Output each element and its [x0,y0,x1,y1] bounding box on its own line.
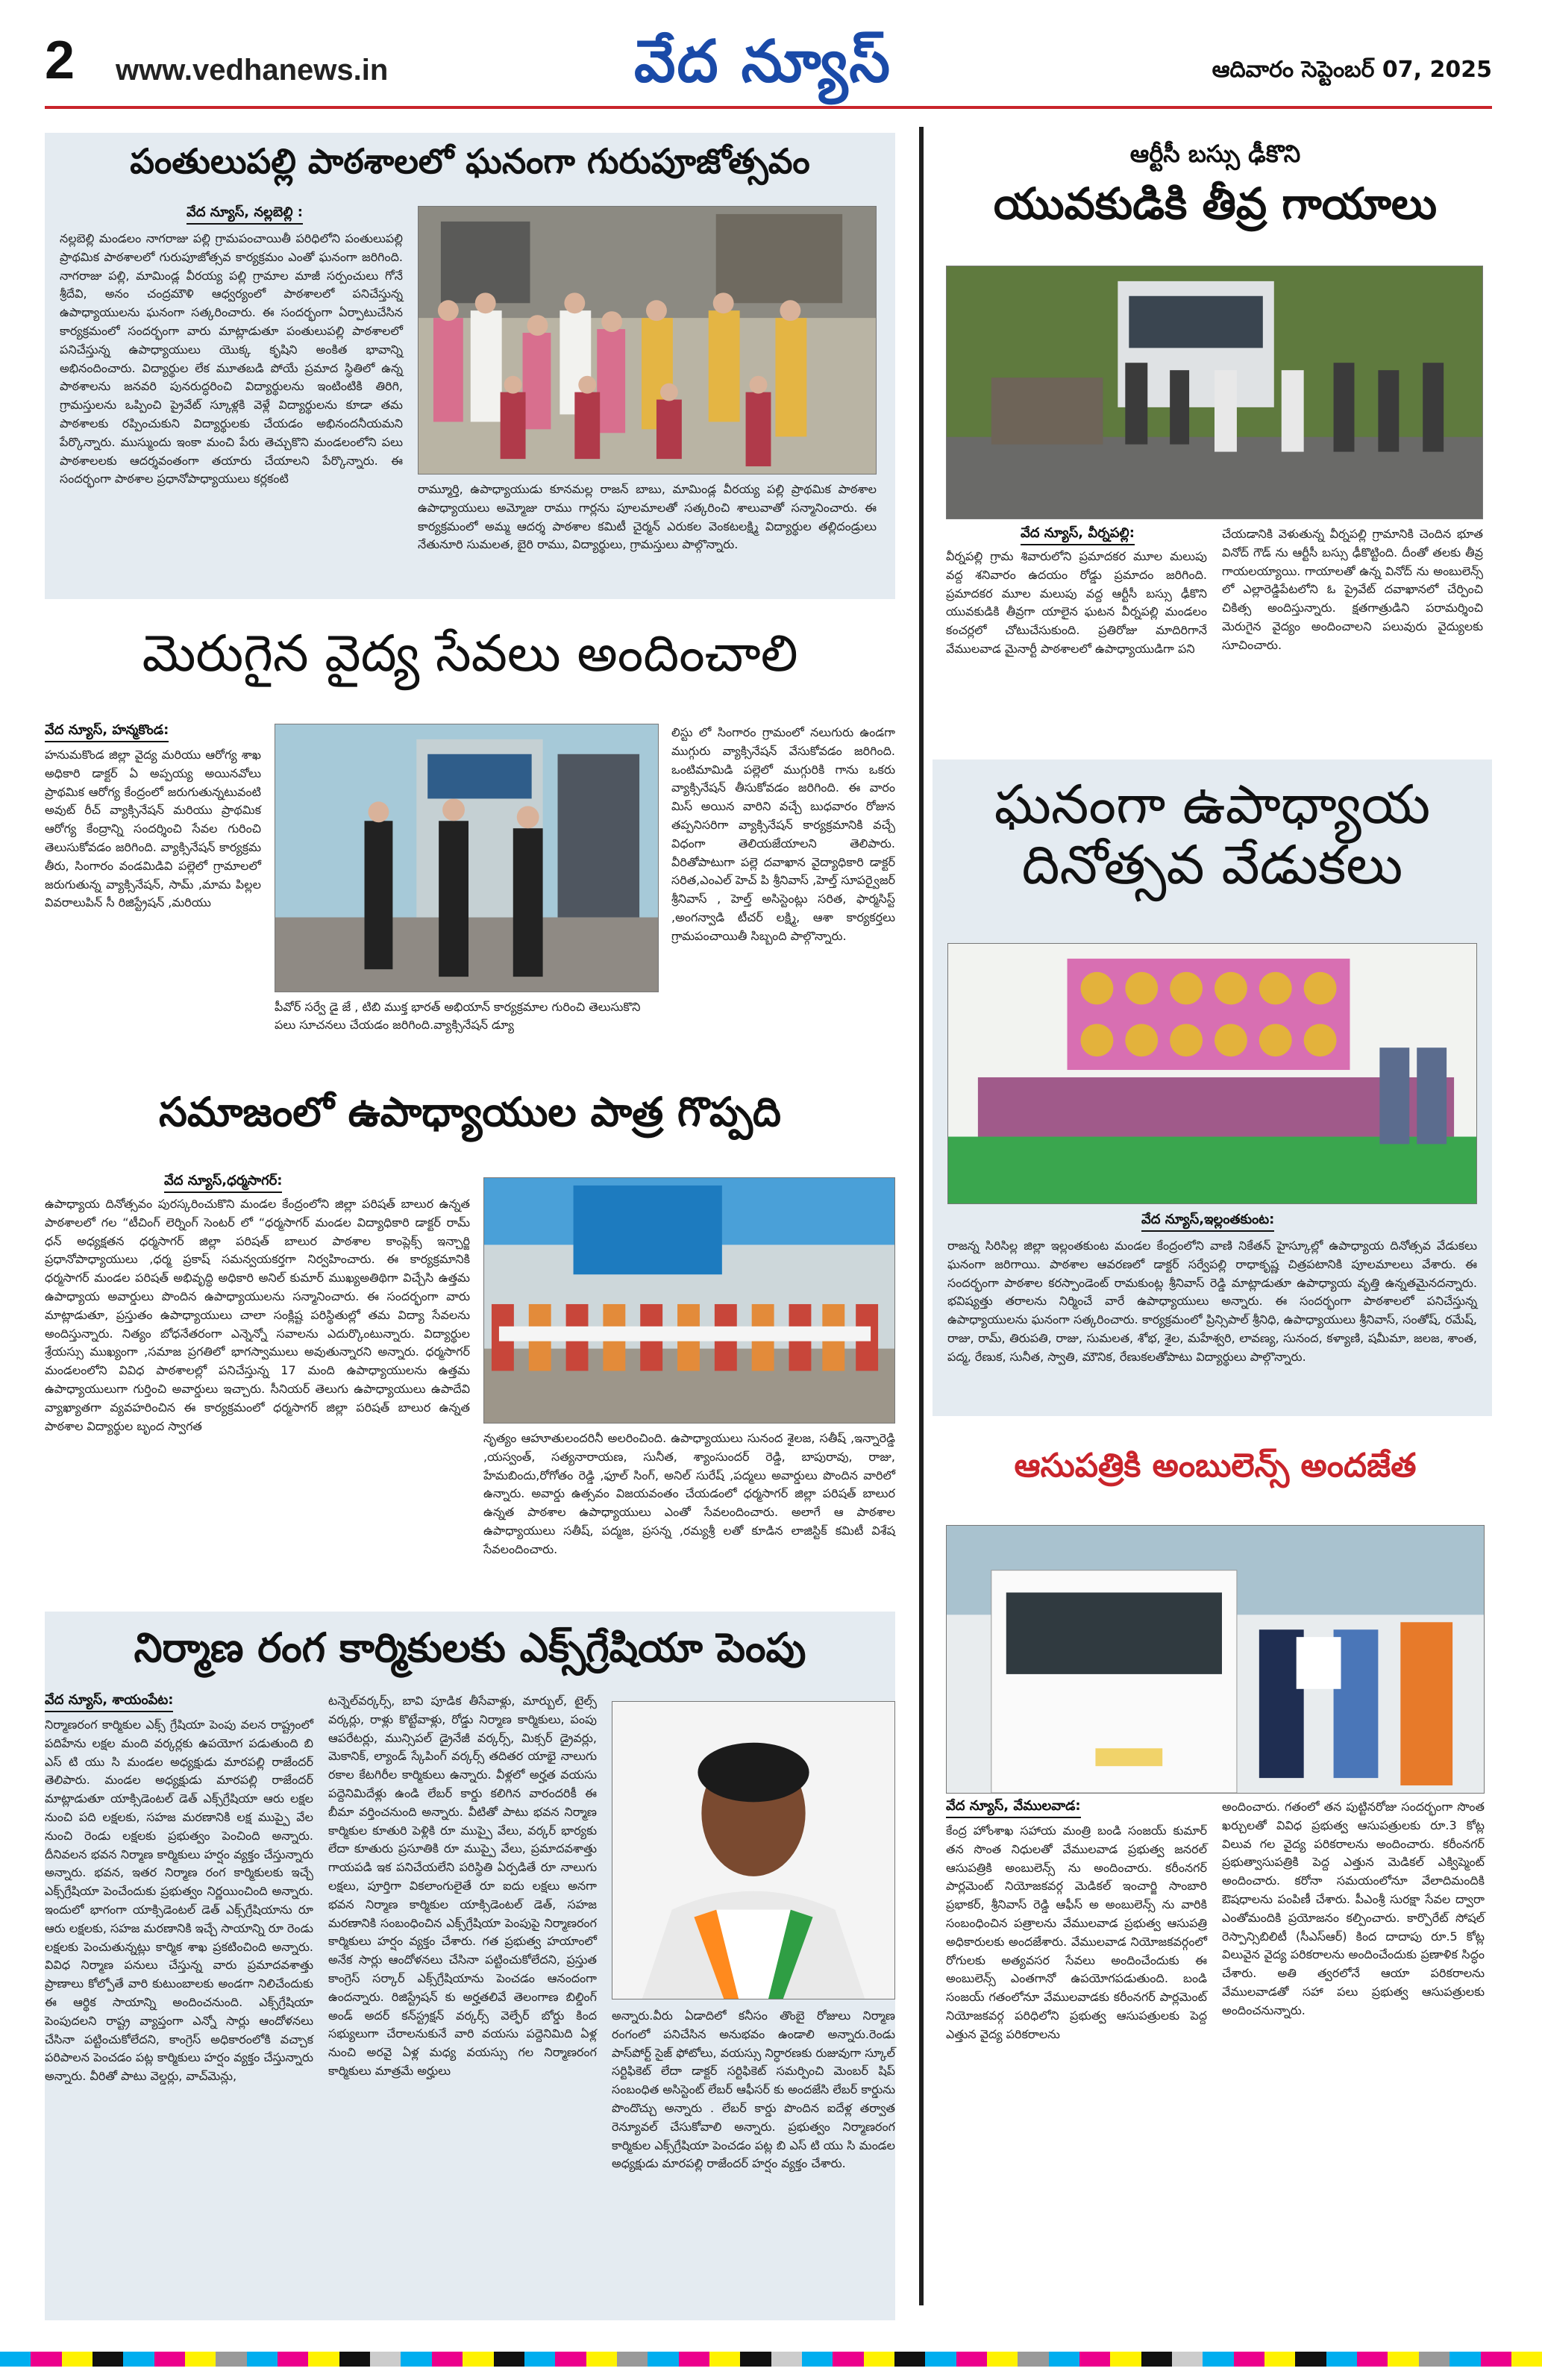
headline: నిర్మాణ రంగ కార్మికులకు ఎక్స్‌గ్రేషియా పెంపు [134,1624,806,1671]
color-swatch [0,2352,31,2367]
color-swatch [1511,2352,1542,2367]
award-photo [483,1177,895,1424]
color-swatch [370,2352,401,2367]
color-swatch [864,2352,894,2367]
color-swatch [401,2352,431,2367]
article-body-continued: అందించారు. గతంలో తన పుట్టినరోజు సందర్భంగా సొంత ఖర్చులతో వివిధ ప్రభుత్వ ఆసుపత్రులకు రూ.3 కోట్ల విలువ గల వైద్య పరికరాలను అందించారు. కరీంనగర్ ప్రభుత్వాసుపత్రికి పెద్ద ఎత్తున మెడికల్ ఎక్విప్మెంట్ అందించారు. కరోనా సమయంలోనూ వేలాదిమందికి ఔషధాలను పంపిణీ చేశారు. పీఎంశ్రీ సురక్షా సేవల ద్వారా ఎంతోమందికి ప్రయోజనం కల్పించారు. కార్పొరేట్ సోషల్ రెస్పాన్సిబిలిటీ (సీఎస్ఆర్) కింద దాదాపు రూ.5 కోట్ల విలువైన వైద్య పరికరాలను అందించేందుకు ప్రణాళిక సిద్ధం చేశారు. అతి త్వరలోనే ఆయా పరికరాలను వేములవాడతో సహా పలు ప్రభుత్వ ఆసుపత్రులకు అందించనున్నారు. [1222,1800,1485,2017]
color-swatch [894,2352,925,2367]
health-centre-photo [275,724,659,992]
celebration-photo [947,943,1477,1204]
color-swatch [1141,2352,1172,2367]
color-swatch [771,2352,802,2367]
color-swatch [494,2352,524,2367]
leader-portrait [612,1701,895,1999]
article-society-teachers [45,1059,895,1582]
accident-photo [946,266,1483,519]
article-body: రాజన్న సిరిసిల్ల జిల్లా ఇల్లంతకుంట మండల కేంద్రంలోని వాణి నికేతన్ హైస్కూల్లో ఉపాధ్యాయ దినోత్సవ వేడుకలు ఘనంగా జరిగాయి. పాఠశాల ఆవరణలో డాక్టర్ సర్వేపల్లి రాధాకృష్ణ చిత్రపటానికి పూలమాలలు వేశారు. ఈ సందర్భంగా పాఠశాల కరస్పాండెంట్ రామకుంట్ల శ్రీనివాస్ రెడ్డి మాట్లాడుతూ ఉపాధ్యాయ వృత్తి ఉన్నతమైనదన్నారు. భవిష్యత్తు తరాలను నిర్మించే వారే ఉపాధ్యాయులు అన్నారు. ఈ సందర్భంగా పాఠశాలలో పనిచేస్తున్న ఉపాధ్యాయులను ఘనంగా సత్కరించారు. కార్యక్రమంలో ప్రిన్సిపాల్ శ్రీనిధి, ఉపాధ్యాయులు శ్రీనివాస్, సంతోష్, రమేష్, రాజు, రామ్, తిరుపతి, రాజు, సుమలత, శోభ, శైల, మహేశ్వరి, లావణ్య, సునంద, కళ్యాణి, షమీమా, జలజ, శాంత, పద్మ, రేణుక, సునీత, స్వాతి, మౌనిక, రేణుకలతోపాటు విద్యార్థులు పాల్గొన్నారు. [947,1238,1477,1364]
article-body-continued: చేయడానికి వెళుతున్న వీర్నపల్లి గ్రామానికి చెందిన భూత వినోద్ గౌడ్ ను ఆర్టీసీ బస్సు ఢీకొట్టింది. దీంతో తలకు తీవ్ర గాయలయ్యాయి. గాయాలతో ఉన్న వినోద్ ను అంబులెన్స్ లో ఎల్లారెడ్డిపేటలోని ఓ ప్రైవేట్ దవాఖానలో చేర్పించి చికిత్స అందిస్తున్నారు. క్షతగాత్రుడిని పరామర్శించి మెరుగైన వైద్యం అందించాలని పలువురు వైద్యులకు సూచించారు. [1222,527,1483,652]
article-body-col2: టన్నెల్‌వర్కర్స్, బావి పూడిక తీసేవాళ్లు, మార్బుల్, టైల్స్ వర్కర్లు, రాళ్లు కొట్టేవాళ్లు, రోడ్డు నిర్మాణ కార్మికులు, పంపు ఆపరేటర్లు, మున్సిపల్ డ్రైనేజీ వర్కర్స్, మిక్సర్ డ్రైవర్లు, మెకానిక్, ల్యాండ్ స్కేపింగ్ వర్కర్స్ తదితర యాభై నాలుగు రకాల కేటగిరీల కార్మికులు ఉన్నారు. వీళ్లలో అర్హత వయసు పద్దెనిమిదేళ్లు ఉండి లేబర్ కార్డు కలిగిన వారందరికీ ఈ బీమా వర్తించనుంది అన్నారు. వీటితో పాటు భవన నిర్మాణ కార్మికుల కూతురి పెళ్లికి రూ ముప్పై వేలు, వర్కర్ భార్యకు లేదా కూతురు ప్రసూతికి రూ ముప్పై వేలు, ప్రమాదవశాత్తు గాయపడి ఇక పనిచేయలేని పరిస్థితి ఏర్పడితే రూ నాలుగు లక్షలు, పూర్తిగా వికలాంగులైతే రూ ఐదు లక్షలు అనగా భవన నిర్మాణ కార్మికుల యాక్సిడెంటల్ డెత్, సహజ మరణానికి సంబంధించిన ఎక్స్‌గ్రేషియా పెంపుపై నిర్మాణరంగ కార్మికులు హర్షం వ్యక్తం చేశారు. గత ప్రభుత్వ హయాంలో అనేక సార్లు ఆందోళనలు చేసినా పట్టించుకోలేదని, ప్రస్తుత కాంగ్రెస్ సర్కార్ ఎక్స్‌గ్రేషియాను పెంచడం ఆనందంగా ఉందన్నారు. రిజిస్ట్రేషన్ కు అర్హతలివే తెలంగాణ బిల్డింగ్ అండ్ అదర్ కన్‌స్ట్రక్షన్ వర్కర్స్ వెల్ఫేర్ బోర్డు కింద సభ్యులుగా చేరాలనుకునే వారి వయసు పద్దెనిమిది ఏళ్ల నుంచి అరవై ఏళ్ల మధ్య వయస్సు గల నిర్మాణరంగ కార్మికులు మాత్రమే అర్హులు [328,1694,597,2078]
dateline: వేద న్యూస్, నల్లబెల్లి : [187,204,303,225]
color-swatch [463,2352,493,2367]
masthead-rule [45,106,1492,109]
color-swatch [247,2352,278,2367]
color-swatch [339,2352,370,2367]
dateline: వేద న్యూస్,ధర్మసాగర్: [164,1173,282,1193]
article-body-continued: నృత్యం ఆహూతులందరినీ అలరించింది. ఉపాధ్యాయులు సునంద శైలజ, సతీష్ ,ఇన్నారెడ్డి ,యస్వంత్, సత్యనారాయణ, సునీత, శ్యాంసుందర్ రెడ్డి, బాపురావు, రాజు, హేమబిందు,రోగోతం రెడ్డి ,ఫూల్ సింగ్, అనిల్ సురేష్ ,పద్మలు అవార్డులు పొందిన వారిలో ఉన్నారు. అవార్డు ఉత్సవం విజయవంతం చేయడంలో ధర్మసాగర్ జిల్లా పరిషత్ బాలుర ఉన్నత పాఠశాల ఉపాధ్యాయులు ఎంతో సేవలందించారు. అలాగే ఆ పాఠశాల ఉపాధ్యాయులు సతీష్, పద్మజ, ప్రసన్న ,రమ్యశ్రీ లతో కూడిన లాజిస్టిక్ కమిటీ విశేష సేవలందించారు. [483,1431,895,1556]
article-body: కేంద్ర హోంశాఖ సహాయ మంత్రి బండి సంజయ్ కుమార్ తన సొంత నిధులతో వేములవాడ ప్రభుత్వ జనరల్ ఆసుపత్రికి అంబులెన్స్ ను అందించారు. కరీంనగర్ పార్లమెంట్ నియోజకవర్గ మెడికల్ ఇంచార్జి సాంబారి ప్రభాకర్, శ్రీనివాస్ రెడ్డి ఆఫీస్ అ అంబులెన్స్ ను వారికి సంబంధించిన పత్రాలను వేములవాడ ప్రభుత్వ ఆసుపత్రి అధికారులకు అందజేశారు. వేములవాడ నియోజకవర్గంలో రోగులకు అత్యవసర సేవలు అందించేందుకు ఈ అంబులెన్స్ ఎంతగానో ఉపయోగపడుతుంది. బండి సంజయ్ గతంలోనూ వేములవాడకు కరీంనగర్ పార్లమెంట్ నియోజకవర్గ పరిధిలోని ప్రభుత్వ ఆసుపత్రులకు పెద్ద ఎత్తున వైద్య పరికరాలను [946,1823,1207,2041]
color-swatch [216,2352,246,2367]
masthead [45,24,1492,113]
color-swatch [925,2352,956,2367]
headline: పంతులుపల్లి పాఠశాలలో ఘనంగా గురుపూజోత్సవం [130,141,810,181]
color-swatch [524,2352,555,2367]
article-construction [45,1612,895,2320]
color-swatch [1357,2352,1388,2367]
color-swatch [709,2352,740,2367]
photo-caption: పీవోర్ సర్వే డై జే , టిబి ముక్త భారత్ అభియాన్ కార్యక్రమాల గురించి తెలుసుకొని పలు సూచనలు చేయడం జరిగింది.వ్యాక్సినేషన్ డ్యూ [275,1000,641,1032]
article-rtc-bus [938,133,1492,715]
color-swatch [956,2352,987,2367]
article-body: నిర్మాణరంగ కార్మికుల ఎక్స్ గ్రేషియా పెంపు వలన రాష్ట్రంలో పదిహేను లక్షల మంది వర్కర్లకు ఉపయోగ పడుతుంది బి ఎస్ టి యు సి మండల అధ్యక్షుడు మారపల్లి రాజేందర్ తెలిపారు. మండల అధ్యక్షుడు మారపల్లి రాజేందర్ మాట్లాడుతూ యాక్సిడెంటల్ డెత్ ఎక్స్‌గ్రేషియా ఆరు లక్షల నుంచి పది లక్షలకు, సహజ మరణానికి లక్ష ముప్పై వేల నుంచి రెండు లక్షలకు ప్రభుత్వం పెంచింది అన్నారు. దీనివలన భవన నిర్మాణ కార్మికులు హర్షం వ్యక్తం చేస్తున్నారు అన్నారు. భవన, ఇతర నిర్మాణ రంగ కార్మికులకు ఇచ్చే ఎక్స్‌గ్రేషియా పెంచేందుకు ప్రభుత్వం నిర్ణయించింది అన్నారు. ఇందులో భాగంగా యాక్సిడెంటల్ డెత్ ఎక్స్‌గ్రేషియాను రూ ఆరు లక్షలకు, సహజ మరణానికి ఇచ్చే సాయాన్ని రూ రెండు లక్షలకు పెంచుతున్నట్లు కార్మిక శాఖ ప్రకటించింది అన్నారు. వివిధ నిర్మాణ పనులు చేస్తున్న వారు ప్రమాదవశాత్తు ప్రాణాలు కోల్పోతే వారి కుటుంబాలకు అండగా నిలిచేందుకు ఈ ఆర్థిక సాయాన్ని అందించనుంది. ఎక్స్‌గ్రేషియా పెంపుదలని రాష్ట్ర వ్యాప్తంగా ఎన్నో సార్లు ఆందోళనలు చేసినా పట్టించుకోలేదని, కాంగ్రెస్ అధికారంలోకి వచ్చాక పరిపాలన పెంచడం పట్ల కార్మికులు హర్షం వ్యక్తం చేస్తున్నారు అన్నారు. వీరితో పాటు వెల్డర్లు, వాచ్‌మెన్లు, [45,1717,313,2084]
print-color-bar [0,2352,1542,2367]
color-swatch [1079,2352,1110,2367]
color-swatch [278,2352,308,2367]
article-body: హనుమకొండ జిల్లా వైద్య మరియు ఆరోగ్య శాఖ అధికారి డాక్టర్ ఏ అప్పయ్య అయినవోలు ప్రాథమిక ఆరోగ్య కేంద్రంలో జరుగుతున్నటువంటి అవుట్ రీచ్ వ్యాక్సినేషన్ మరియు ప్రాథమిక ఆరోగ్య కేంద్రాన్ని సందర్శించి సేవల గురించి తెలుసుకోవడం జరిగింది. వ్యాక్సినేషన్ కార్యక్రమ తీరు, సింగారం వండమిడివి పల్లెలో గ్రామాలలో జరుగుతున్న వ్యాక్సినేషన్, సామ్ ,మామ పిల్లల వివరాలుపిన్ సీ రిజిస్ట్రేషన్ ,మరియు [45,748,261,910]
headline: మెరుగైన వైద్య సేవలు అందించాలి [142,624,798,683]
color-swatch [1295,2352,1326,2367]
article-body: వీర్నపల్లి గ్రామ శివారులోని ప్రమాదకర మూల మలుపు వద్ద శనివారం ఉదయం రోడ్డు ప్రమాదం జరిగింది. ప్రమాదకర మూల మలుపు వద్ద ఆర్టీసీ బస్సు ఢీకొని యువకుడికి తీవ్రగా యాలైన ఘటన వీర్నపల్లి మండలం కంచర్లలో చోటుచేసుకుంది. ప్రతిరోజు మాదిరిగానే వేములవాడ మైనార్టీ పాఠశాలలో ఉపాధ్యాయుడిగా పని [946,549,1207,656]
color-swatch [62,2352,93,2367]
color-swatch [432,2352,463,2367]
article-body-continued: లిస్టు లో సింగారం గ్రామంలో నలుగురు ఉండగా ముగ్గురు వ్యాక్సినేషన్ వేసుకోవడం జరిగింది. ఒంటిమామిడి పల్లెలో ముగ్గురికి గాను ఒకరు వ్యాక్సినేషన్ తీసుకోవడం జరిగింది. ఈ వారం మిస్ అయిన వారిని వచ్చే బుధవారం రోజున తప్పనిసరిగా వ్యాక్సినేషన్ కార్యక్రమానికి వచ్చే విధంగా తెలియజేయాలని తెలిపారు. వీరితోపాటుగా పల్లె దవాఖాన వైద్యాధికారి డాక్టర్ సరిత,ఎంఎల్ హెచ్ పి శ్రీనివాస్ ,హెల్త్ సూపర్వైజర్ శ్రీనివాస్ , హెల్త్ అసిస్టెంట్లు సరిత, ఫార్మసిస్ట్ ,అంగన్వాడి టీచర్ లక్ష్మి, ఆశా కార్యకర్తలు గ్రామపంచాయితీ సిబ్బంది పాల్గొన్నారు. [671,725,895,943]
color-swatch [185,2352,216,2367]
headline: ఆసుపత్రికి అంబులెన్స్ అందజేత [1014,1447,1417,1485]
color-swatch [740,2352,771,2367]
color-swatch [555,2352,586,2367]
dateline: వేద న్యూస్, వీర్నపల్లి: [1021,525,1135,545]
ambulance-handover-photo [946,1525,1485,1794]
color-swatch [833,2352,863,2367]
article-body-col3: అన్నారు.వీరు ఏడాదిలో కనీసం తొంబై రోజులు నిర్మాణ రంగంలో పనిచేసిన అనుభవం ఉండాలి అన్నారు.రెండు పాస్‌పోర్ట్ సైజ్ ఫోటోలు, వయస్సు నిర్ధారణకు రుజువుగా స్కూల్ సర్టిఫికెట్ లేదా డాక్టర్ సర్టిఫికెట్ సమర్పించి మెంబర్ షిప్ సంబంధిత అసిస్టెంట్ లేబర్ ఆఫీసర్ కు అందజేసి లేబర్ కార్డును పొందొచ్చు అన్నారు . లేబర్ కార్డు పొందిన ఐదేళ్ల తర్వాత రెన్యూవల్ చేసుకోవాలి అన్నారు. ప్రభుత్వం నిర్మాణరంగ కార్మికుల ఎక్స్‌గ్రేషియా పెంచడం పట్ల బి ఎస్ టి యు సి మండల అధ్యక్షుడు మారపల్లి రాజేందర్ హర్షం వ్యక్తం చేశారు. [612,2008,895,2171]
headline: సమాజంలో ఉపాధ్యాయుల పాత్ర గొప్పది [159,1089,781,1136]
color-swatch [617,2352,648,2367]
color-swatch [987,2352,1018,2367]
dateline: వేద న్యూస్,ఇల్లంతకుంట: [1141,1212,1274,1232]
page-number: 2 [45,31,75,90]
dateline: వేద న్యూస్, హన్మకొండ: [45,722,169,742]
color-swatch [1049,2352,1079,2367]
article-teachers-day [933,760,1492,1416]
color-swatch [93,2352,123,2367]
article-body-continued: రామ్మూర్తి, ఉపాధ్యాయుడు కూనమల్ల రాజన్ బాబు, మామిండ్ల వీరయ్య పల్లి ప్రాథమిక పాఠశాల ఉపాధ్యాయులు అమ్మోజు రాము గార్లను పూలమాలతో సత్కరించి శాలువాతో సన్మానించారు. ఈ కార్యక్రమంలో అమ్మ ఆదర్శ పాఠశాల కమిటీ చైర్మన్ ఎరుకల వెంకటలక్ష్మి విద్యార్థుల తల్లిదండ్రులు నేతునూరి సుమలత, బైరి రాము, విద్యార్థులు, గ్రామస్తులు పాల్గొన్నారు. [418,482,877,552]
kicker: ఆర్టీసీ బస్సు ఢీకొని [1129,140,1301,168]
article-medical [45,619,895,1037]
color-swatch [1449,2352,1480,2367]
color-swatch [1234,2352,1264,2367]
article-guru-puja [45,133,895,599]
color-swatch [1264,2352,1295,2367]
website-url: www.vedhanews.in [116,54,389,87]
dateline: వేద న్యూస్, వేములవాడ: [946,1798,1081,1818]
article-body: ఉపాధ్యాయ దినోత్సవం పురస్కరించుకొని మండల కేంద్రంలోని జిల్లా పరిషత్ బాలుర ఉన్నత పాఠశాలలో గల “టీచింగ్ లెర్నింగ్ సెంటర్ లో “ధర్మసాగర్ మండల విద్యాధికారి డాక్టర్ రామ్ ధన్ అధ్యక్షతన ధర్మసాగర్ జిల్లా పరిషత్ బాలుర పాఠశాల కాంప్లెక్స్ ఇన్చార్జి ప్రధానోపాధ్యాయులు ,ధర్మ ప్రకాష్ సమన్వయకర్తగా నిర్వహించారు. ఈ కార్యక్రమానికి ధర్మసాగర్ మండల పరిషత్ అభివృద్ధి అధికారి అనిల్ కుమార్ ముఖ్యఅతిథిగా విచ్చేసి ఉత్తమ ఉపాధ్యాయ అవార్డులు పొందిన ఉపాధ్యాయులను సన్మానించారు. ఈ సందర్భంగా వారు మాట్లాడుతూ, ప్రస్తుతం ఉపాధ్యాయులు చాలా సంక్లిష్ట పరిస్థితుల్లో తమ విద్యా సేవలను అందిస్తున్నారు. నిత్యం బోధనేతరంగా ఎన్నెన్నో సవాలను ఎదుర్కొంటున్నారు. విద్యార్థుల శ్రేయస్సు ముఖ్యంగా ,సమాజ ప్రగతిలో భాగస్వాములు అవుతున్నారని అన్నారు. ధర్మసాగర్ మండలంలోని వివిధ పాఠశాలల్లో పనిచేస్తున్న 17 మంది ఉపాధ్యాయులను ఉత్తమ ఉపాధ్యాయులుగా గుర్తించి అవార్డులు ఇచ్చారు. సీనియర్ తెలుగు ఉపాధ్యాయులు ఉపాదేవి వ్యాఖ్యాతగా వ్యవహరించిన ఈ కార్యక్రమంలో ధర్మసాగర్ జిల్లా పరిషత్ బాలుర ఉన్నత పాఠశాల విద్యార్థుల బృంద స్వాగత [45,1197,470,1433]
color-swatch [1110,2352,1141,2367]
color-swatch [1481,2352,1511,2367]
issue-date: ఆదివారం సెప్టెంబర్ 07, 2025 [1212,57,1492,83]
color-swatch [1203,2352,1233,2367]
color-swatch [648,2352,678,2367]
color-swatch [308,2352,339,2367]
headline: యువకుడికి తీవ్ర గాయాలు [993,178,1438,229]
color-swatch [154,2352,185,2367]
color-swatch [1018,2352,1048,2367]
article-ambulance [938,1447,1492,2335]
newspaper-logo: వేద న్యూస్ [634,28,892,95]
color-swatch [802,2352,833,2367]
color-swatch [31,2352,61,2367]
color-swatch [123,2352,154,2367]
color-swatch [1419,2352,1449,2367]
headline: ఘనంగా ఉపాధ్యాయ దినోత్సవ వేడుకలు [994,773,1431,896]
color-swatch [1326,2352,1357,2367]
color-swatch [586,2352,617,2367]
color-swatch [1172,2352,1203,2367]
dateline: వేద న్యూస్, శాయంపేట: [45,1692,173,1712]
column-divider [919,127,924,2305]
group-photo [418,206,877,475]
article-body: నల్లబెల్లి మండలం నాగరాజు పల్లి గ్రామపంచాయితీ పరిధిలోని పంతులుపల్లి ప్రాథమిక పాఠశాలలో గురుపూజోత్సవ కార్యక్రమం ఎంతో ఘనంగా జరిగింది. నాగరాజు పల్లి, మామిండ్ల వీరయ్య పల్లి గ్రామాల మాజీ సర్పంచులు గోనే శ్రీదేవి, అనం చంద్రమౌళి ఆధ్వర్యంలో పాఠశాలలో పనిచేస్తున్న ఉపాధ్యాయులను ఘనంగా సత్కరించారు. ఈ సందర్భంగా ఏర్పాటుచేసిన కార్యక్రమంలో సందర్భంగా వారు మాట్లాడుతూ పంతులుపల్లి పాఠశాలలో పనిచేస్తున్న ఉపాధ్యాయులు యొక్క కృషిని అంకిత భావాన్ని అభినందించారు. విద్యార్థుల లేక మూతబడి పోయే ప్రమాద స్థితిలో ఉన్న పాఠశాలను జనవరి పునరుద్ధరించి విద్యార్థులను ఇంటింటికి తిరిగి, గ్రామస్తులను ఒప్పించి ప్రైవేట్ స్కూళ్లకి వెళ్లే విద్యార్థులను కూడా తమ పాఠశాలకు రప్పించుకుని విద్యార్థులకు చేయడం అభినందనీయమని పేర్కొన్నారు. ముస్ముందు ఇంకా మంచి పేరు తెచ్చుకొని మండలంలోని పలు పాఠశాలలకు ఆదర్శవంతంగా తయారు చేయాలని పేర్కొన్నారు. ఈ సందర్భంగా పాఠశాల ప్రధానోపాధ్యాయులు కర్లకంటి [60,231,403,486]
color-swatch [679,2352,709,2367]
color-swatch [1388,2352,1418,2367]
